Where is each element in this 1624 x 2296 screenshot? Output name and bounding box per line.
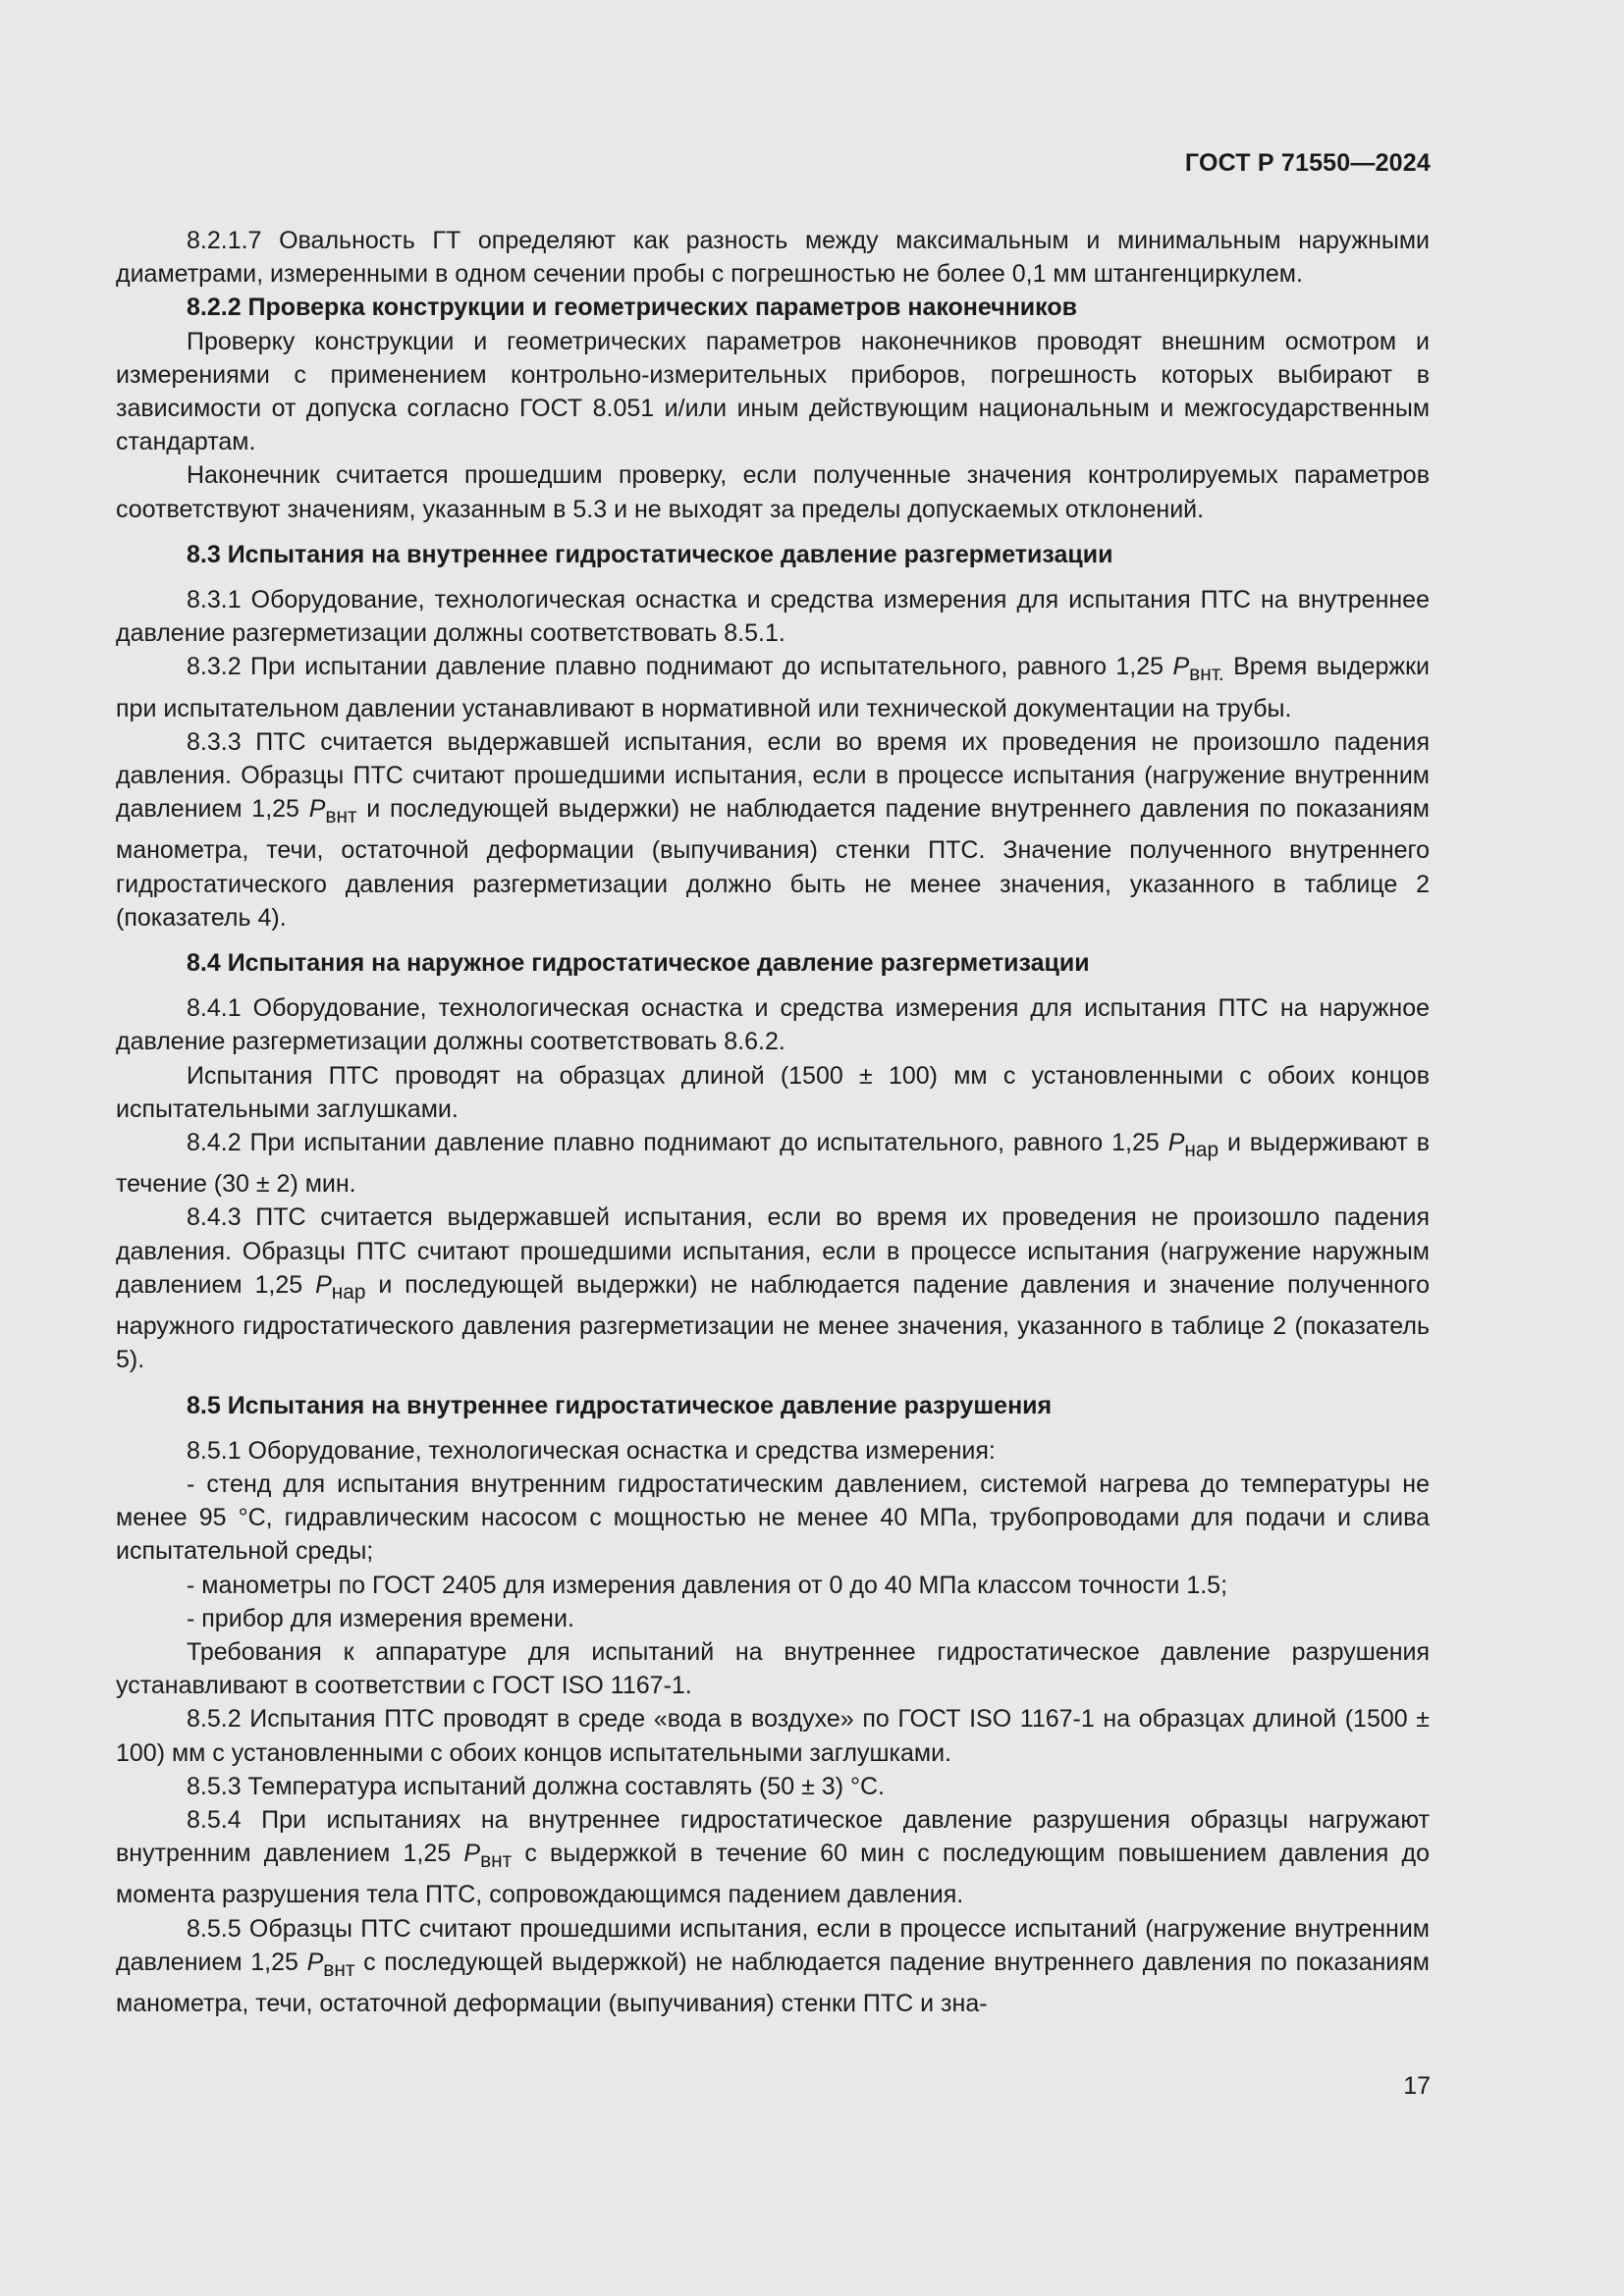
heading-8-3: 8.3 Испытания на внутреннее гидростатическое давление разгерметизации [187, 540, 1113, 568]
document-body [116, 224, 1430, 2020]
pressure-subscript: внт [323, 1957, 355, 1981]
pressure-symbol: P [463, 1840, 481, 1868]
paragraph-8-4-1: 8.4.1 Оборудование, технологическая оснастка и средства измерения для испытания ПТС на наружное давление разгерметизации должны соответствовать 8.6.2. [116, 994, 1430, 1056]
text-run: 8.5.4 При испытаниях на внутреннее гидростатическое давление разрушения образцы нагружают внутренним давлением 1,25 [116, 1805, 1430, 1868]
heading-8-5: 8.5 Испытания на внутреннее гидростатическое давление разрушения [187, 1391, 1053, 1419]
heading-8-2-2: 8.2.2 Проверка конструкции и геометрических параметров наконечников [187, 294, 1077, 322]
text-run: 8.4.2 При испытании давление плавно поднимают до испытательного, равного 1,25 [187, 1129, 1168, 1157]
paragraph-8-4-3 [116, 1201, 1430, 1376]
paragraph-8-5-2: 8.5.2 Испытания ПТС проводят в среде «вода в воздухе» по ГОСТ ISO 1167-1 на образцах длиной (1500 ± 100) мм с установленными с обоих концов испытательными заглушками. [116, 1705, 1430, 1767]
document-code-header: ГОСТ Р 71550—2024 [1184, 149, 1431, 177]
paragraph-8-3-3 [116, 725, 1430, 934]
pressure-subscript: нар [1184, 1139, 1219, 1162]
page-number: 17 [1403, 2072, 1431, 2100]
paragraph-8-2-1-7: 8.2.1.7 Овальность ГТ определяют как разность между максимальным и минимальным наружными диаметрами, измеренными в одном сечении пробы с погрешностью не более 0,1 мм штангенциркулем. [116, 227, 1430, 289]
text-run: с выдержкой в течение 60 мин с последующим повышением давления до момента разрушения тела ПТС, сопровождающимся падением давления. [116, 1840, 1430, 1909]
paragraph-8-2-2-conclusion: Наконечник считается прошедшим проверку, если полученные значения контролируемых параметров соответствуют значениям, указанным в 5.3 и не выходят за пределы допускаемых отклонений. [116, 461, 1430, 523]
list-item-manometers: - манометры по ГОСТ 2405 для измерения давления от 0 до 40 МПа классом точности 1.5; [187, 1571, 1228, 1599]
text-run: 8.3.2 При испытании давление плавно поднимают до испытательного, равного 1,25 [187, 653, 1173, 681]
text-run: Время выдержки при испытательном давлении устанавливают в нормативной или технической документации на трубы. [116, 653, 1430, 722]
pressure-subscript: внт. [1189, 663, 1224, 686]
paragraph-8-5-1-requirements: Требования к аппаратуре для испытаний на внутреннее гидростатическое давление разрушения устанавливают в соответствии с ГОСТ ISO 1167-1. [116, 1637, 1430, 1700]
paragraph-8-4-1-samples: Испытания ПТС проводят на образцах длиной (1500 ± 100) мм с установленными с обоих концов испытательными заглушками. [116, 1061, 1430, 1123]
pressure-subscript: внт [480, 1849, 513, 1873]
paragraph-8-5-3: 8.5.3 Температура испытаний должна составлять (50 ± 3) °С. [187, 1772, 885, 1800]
text-run: 8.3.3 ПТС считается выдержавшей испытания, если во время их проведения не произошло падения давления. Образцы ПТС считают прошедшими испытания, если в процессе испытания (нагружение внутренним давлением 1,25 [116, 727, 1430, 824]
list-item-test-stand: - стенд для испытания внутренним гидростатическим давлением, системой нагрева до температуры не менее 95 °С, гидравлическим насосом с мощностью не менее 40 МПа, трубопроводами для подачи и слива испытательной среды; [116, 1469, 1430, 1566]
pressure-symbol: P [315, 1270, 332, 1299]
pressure-symbol: P [308, 795, 326, 824]
text-run: 8.4.3 ПТС считается выдержавшей испытания, если во время их проведения не произошло падения давления. Образцы ПТС считают прошедшими испытания, если в процессе испытания (нагружение наружным давлением 1,25 [116, 1203, 1430, 1299]
paragraph-8-2-2-text: Проверку конструкции и геометрических параметров наконечников проводят внешним осмотром и измерениями с применением контрольно-измерительных приборов, погрешность которых выбирают в зависимости от допуска согласно ГОСТ 8.051 и/или иным действующим национальным и межгосударственным стандартам. [116, 327, 1430, 456]
pressure-symbol: P [1172, 653, 1190, 681]
paragraph-8-3-1: 8.3.1 Оборудование, технологическая оснастка и средства измерения для испытания ПТС на внутреннее давление разгерметизации должны соответствовать 8.5.1. [116, 586, 1430, 648]
pressure-symbol: P [306, 1948, 324, 1976]
pressure-symbol: P [1167, 1129, 1185, 1157]
text-run: и выдерживают в течение (30 ± 2) мин. [116, 1129, 1430, 1199]
text-run: с последующей выдержкой) не наблюдается падение внутреннего давления по показаниям манометра, течи, остаточной деформации (выпучивания) стенки ПТС и зна- [116, 1948, 1430, 2017]
pressure-subscript: нар [331, 1280, 366, 1304]
text-run: и последующей выдержки) не наблюдается падение давления и значение полученного наружного гидростатического давления разгерметизации не менее значения, указанного в таблице 2 (показатель 5). [116, 1270, 1430, 1374]
pressure-subscript: внт [325, 805, 357, 828]
heading-8-4: 8.4 Испытания на наружное гидростатическое давление разгерметизации [187, 949, 1090, 978]
paragraph-8-4-2 [116, 1126, 1430, 1201]
paragraph-8-3-2 [116, 650, 1430, 724]
text-run: 8.5.5 Образцы ПТС считают прошедшими испытания, если в процессе испытаний (нагружение внутренним давлением 1,25 [116, 1914, 1430, 1976]
text-run: и последующей выдержки) не наблюдается падение внутреннего давления по показаниям манометра, течи, остаточной деформации (выпучивания) стенки ПТС. Значение полученного внутреннего гидростатического давления разгерметизации должно быть не менее значения, указанного в таблице 2 (показатель 4). [116, 795, 1430, 932]
paragraph-8-5-4 [116, 1803, 1430, 1912]
paragraph-8-5-5 [116, 1912, 1430, 2021]
list-item-timer: - прибор для измерения времени. [187, 1604, 574, 1632]
paragraph-8-5-1: 8.5.1 Оборудование, технологическая оснастка и средства измерения: [187, 1436, 996, 1465]
